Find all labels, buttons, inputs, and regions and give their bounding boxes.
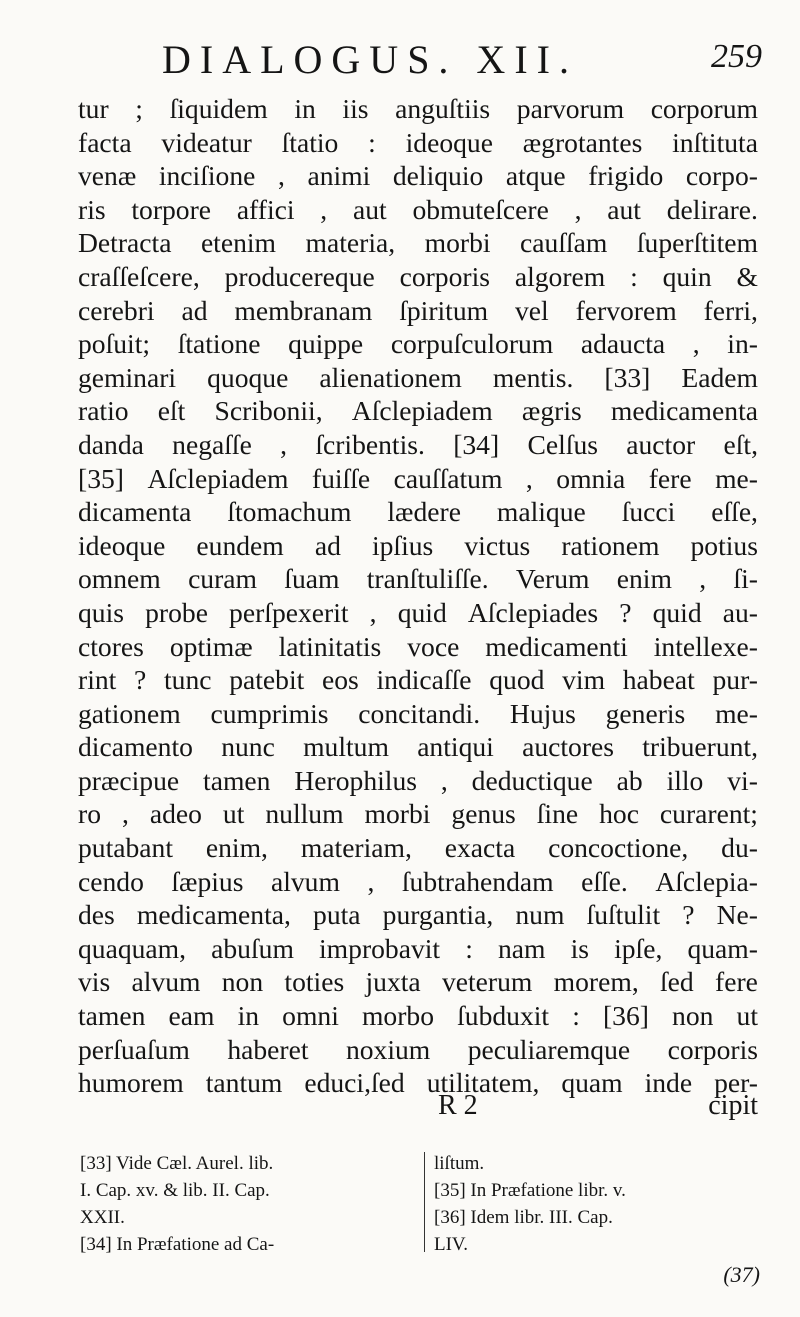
- footnote-line: [35] In Præfatione libr. v.: [434, 1180, 626, 1201]
- text-line: ro , adeo ut nullum morbi genus ſine hoc curarent;: [78, 798, 758, 830]
- text-line: vis alvum non toties juxta veterum morem, ſed fere: [78, 966, 758, 998]
- footnote-line: liſtum.: [434, 1153, 485, 1174]
- text-line: ratio eſt Scribonii, Aſclepiadem ægris medicamenta: [78, 395, 758, 427]
- page-number: 259: [711, 38, 762, 75]
- footnote-line: [34] In Præfatione ad Ca-: [80, 1234, 275, 1255]
- text-line: præcipue tamen Herophilus , deductique ab illo vi-: [78, 764, 758, 796]
- footnote-line: [33] Vide Cæl. Aurel. lib.: [80, 1153, 274, 1174]
- footnote-line: LIV.: [434, 1234, 468, 1255]
- text-line: facta videatur ſtatio : ideoque ægrotantes inſtituta: [78, 126, 758, 158]
- text-line: putabant enim, materiam, exacta concoctione, du-: [78, 832, 758, 864]
- footnote-divider: [424, 1152, 425, 1252]
- main-text: [78, 92, 758, 1100]
- text-line: gationem cumprimis concitandi. Hujus generis me-: [78, 697, 758, 729]
- text-line: venæ inciſione , animi deliquio atque frigido corpo-: [78, 160, 758, 192]
- text-line: des medicamenta, puta purgantia, num ſuſtulit ? Ne-: [78, 899, 758, 931]
- page-foot-line: [78, 1090, 758, 1130]
- text-line: ris torpore affici , aut obmuteſcere , aut delirare.: [78, 193, 758, 225]
- text-line: [35] Aſclepiadem fuiſſe cauſſatum , omnia fere me-: [78, 462, 758, 494]
- page-header: [150, 36, 762, 94]
- text-line: danda negaſſe , ſcribentis. [34] Celſus auctor eſt,: [78, 428, 758, 460]
- sheet-mark: (37): [723, 1262, 760, 1287]
- text-line: omnem curam ſuam tranſtuliſſe. Verum enim , ſi-: [78, 563, 758, 595]
- text-line: rint ? tunc patebit eos indicaſſe quod vim habeat pur-: [78, 664, 758, 696]
- text-line: humorem tantum educi,ſed utilitatem, quam inde per-: [78, 1067, 758, 1099]
- text-line: Detracta etenim materia, morbi cauſſam ſuperſtitem: [78, 227, 758, 259]
- signature-mark: R 2: [438, 1090, 478, 1121]
- text-line: dicamento nunc multum antiqui auctores tribuerunt,: [78, 731, 758, 763]
- text-line: tamen eam in omni morbo ſubduxit : [36] non ut: [78, 1000, 758, 1032]
- catchword: cipit: [708, 1090, 758, 1121]
- text-line: cendo ſæpius alvum , ſubtrahendam eſſe. Aſclepia-: [78, 865, 758, 897]
- text-line: quaquam, abuſum improbavit : nam is ipſe, quam-: [78, 932, 758, 964]
- text-line: craſſeſcere, producereque corporis algorem : quin &: [78, 260, 758, 292]
- text-line: ctores optimæ latinitatis voce medicamenti intellexe-: [78, 630, 758, 662]
- footnote-line: [36] Idem libr. III. Cap.: [434, 1207, 613, 1228]
- footnote-line: XXII.: [80, 1207, 125, 1228]
- text-line: geminari quoque alienationem mentis. [33] Eadem: [78, 361, 758, 393]
- text-line: tur ; ſiquidem in iis anguſtiis parvorum corporum: [78, 93, 758, 124]
- running-head: DIALOGUS. XII.: [162, 37, 578, 82]
- footnotes-left-column: [80, 1150, 410, 1258]
- footnotes-right-column: [434, 1150, 764, 1258]
- text-line: cerebri ad membranam ſpiritum vel fervorem ferri,: [78, 294, 758, 326]
- text-line: poſuit; ſtatione quippe corpuſculorum adaucta , in-: [78, 328, 758, 360]
- footnote-line: I. Cap. xv. & lib. II. Cap.: [80, 1180, 270, 1201]
- text-line: ideoque eundem ad ipſius victus rationem potius: [78, 529, 758, 561]
- footnotes: [80, 1150, 760, 1260]
- text-line: dicamenta ſtomachum lædere malique ſucci eſſe,: [78, 496, 758, 528]
- text-line: quis probe perſpexerit , quid Aſclepiades ? quid au-: [78, 596, 758, 628]
- text-line: perſuaſum haberet noxium peculiaremque corporis: [78, 1033, 758, 1065]
